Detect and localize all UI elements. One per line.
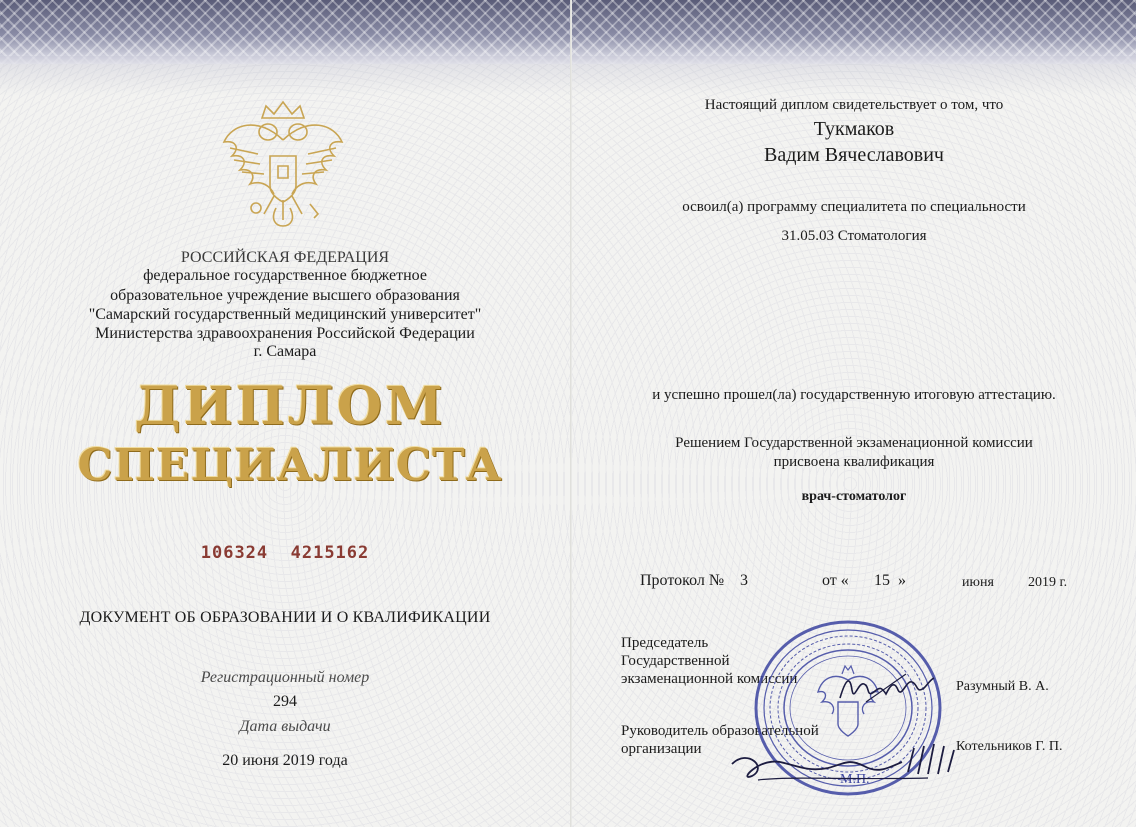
institution-line-5: г. Самара [253,343,317,360]
stamp-place-label: М.П. [840,772,870,787]
protocol-from-label: от « [822,572,849,589]
head-signature-icon [728,728,960,788]
program-text: освоил(а) программу специалитета по специальности [682,199,1026,215]
decision-line-2: присвоена квалификация [773,454,935,470]
chairman-line-1: Председатель [621,635,709,651]
diploma-title-line-1: ДИПЛОМ [134,376,446,437]
issue-date-value: 20 июня 2019 года [222,752,348,769]
diploma-title-line-2: СПЕЦИАЛИСТА [77,440,503,491]
intro-text: Настоящий диплом свидетельствует о том, что [704,97,1004,113]
protocol-label: Протокол № [640,572,725,589]
reg-number-value: 294 [273,693,297,710]
qualification: врач-стоматолог [801,489,907,504]
head-line-1: Руководитель образовательной [621,723,819,739]
institution-line-3: "Самарский государственный медицинский университет" [88,306,482,323]
protocol-year: 2019 г. [1028,575,1068,590]
head-name: Котельников Г. П. [956,739,1063,754]
coat-of-arms-icon [218,96,348,230]
attestation-text: и успешно прошел(ла) государственную итоговую аттестацию. [652,387,1056,403]
head-line-2: организации [621,741,702,757]
institution-line-1: федеральное государственное бюджетное [143,267,427,284]
document-type: ДОКУМЕНТ ОБ ОБРАЗОВАНИИ И О КВАЛИФИКАЦИИ [79,609,491,626]
specialty: 31.05.03 Стоматология [781,228,927,244]
chairman-signature-icon [836,668,936,708]
institution-line-4: Министерства здравоохранения Российской Федерации [95,325,475,342]
decision-line-1: Решением Государственной экзаменационной комиссии [675,435,1033,451]
institution-line-2: образовательное учреждение высшего образования [110,287,460,304]
protocol-month: июня [962,575,994,590]
serial-number: 106324 4215162 [200,543,370,563]
chairman-name: Разумный В. А. [956,679,1049,694]
graduate-surname: Тукмаков [813,118,895,140]
protocol-number: 3 [740,572,748,589]
issue-date-label: Дата выдачи [239,718,331,735]
chairman-line-2: Государственной [621,653,730,669]
reg-number-label: Регистрационный номер [200,669,370,686]
graduate-name: Вадим Вячеславович [764,144,944,166]
chairman-line-3: экзаменационной комиссии [621,671,798,687]
country-name: РОССИЙСКАЯ ФЕДЕРАЦИЯ [180,249,390,266]
protocol-day-close: » [898,572,906,589]
protocol-day: 15 [874,572,890,589]
